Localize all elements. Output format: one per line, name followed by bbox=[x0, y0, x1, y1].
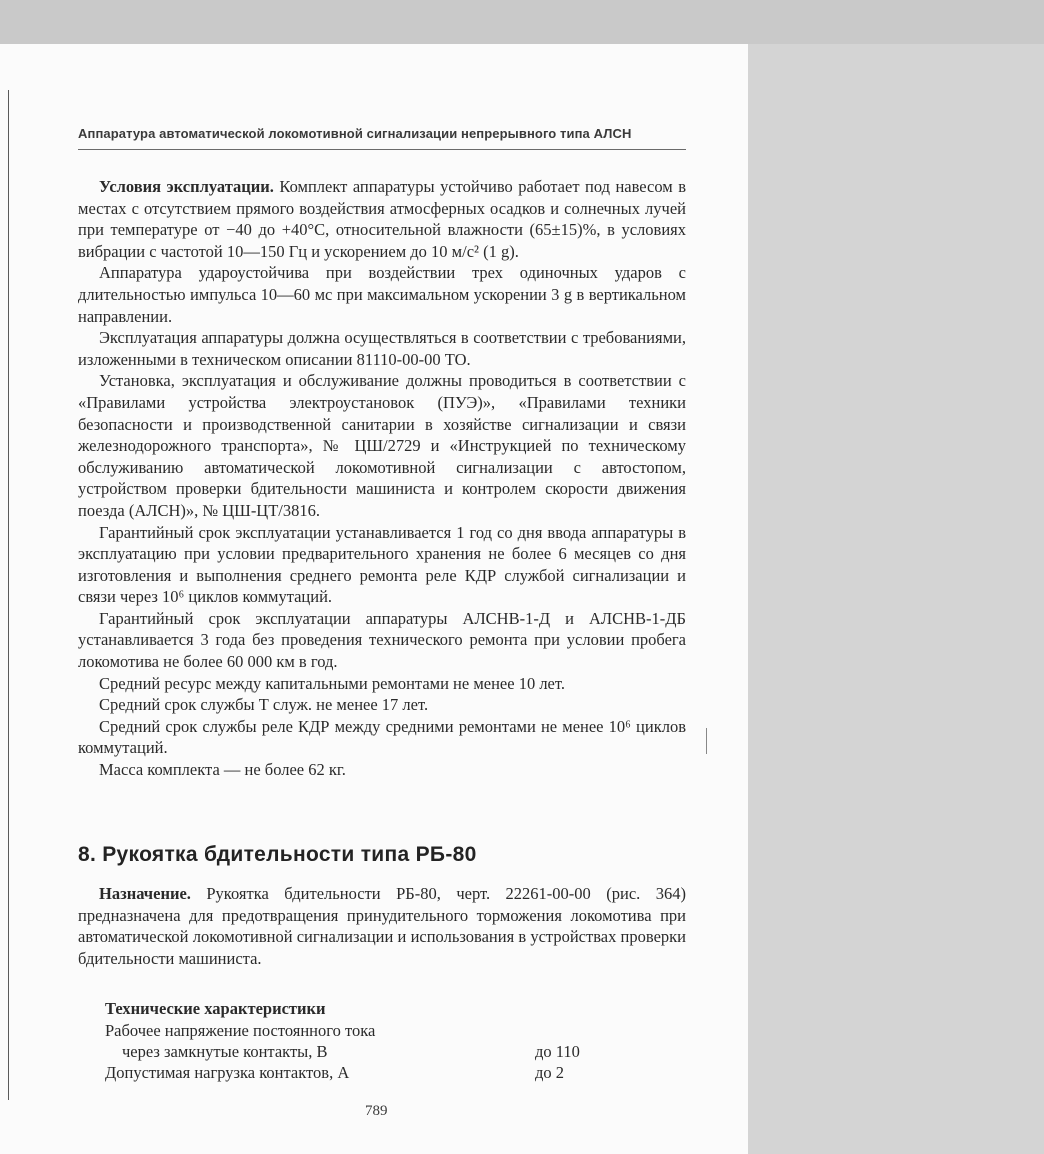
section-heading: 8. Рукоятка бдительности типа РБ-80 bbox=[78, 843, 477, 866]
paragraph-relay-life: Средний срок службы реле КДР между средними ремонтами не менее 10⁶ циклов коммутаций. bbox=[78, 716, 686, 758]
spec-voltage-value: до 110 bbox=[535, 1042, 580, 1061]
paragraph-service-life: Средний срок службы Т служ. не менее 17 лет. bbox=[99, 695, 429, 715]
spec-voltage-label: Рабочее напряжение постоянного тока bbox=[105, 1021, 376, 1040]
paragraph-operation: Эксплуатация аппаратуры должна осуществляться в соответствии с требованиями, изложенными в техническом описании 81110-00-00 ТО. bbox=[78, 328, 686, 369]
purpose-paragraph bbox=[78, 883, 686, 969]
conditions-text: Комплект аппаратуры устойчиво работает под навесом в местах с отсутствием прямого воздействия атмосферных осадков и солнечных лучей при температуре от −40 до +40°С, относительной влажности (65±15)%, в условиях вибрации с частотой 10—150 Гц и ускорением до 10 м/с² (1 g). bbox=[78, 177, 686, 261]
purpose-runin: Назначение. bbox=[99, 884, 191, 903]
scan-margin-mark bbox=[706, 728, 707, 754]
paragraph-warranty: Гарантийный срок эксплуатации устанавливается 1 год со дня ввода аппаратуры в эксплуатацию при условии предварительного хранения не более 6 месяцев со дня изготовления и выполнения среднего ремонта реле КДР службой сигнализации и связи через 10⁶ циклов коммутаций. bbox=[78, 522, 686, 607]
purpose-block bbox=[78, 883, 686, 969]
spec-voltage-label-cont: через замкнутые контакты, В bbox=[122, 1042, 328, 1061]
header-rule bbox=[78, 149, 686, 150]
paragraph-warranty-alsnv: Гарантийный срок эксплуатации аппаратуры АЛСНВ-1-Д и АЛСНВ-1-ДБ устанавливается 3 года без проведения технического ремонта при условии пробега локомотива не более 60 000 км в год. bbox=[78, 608, 686, 672]
conditions-paragraph bbox=[78, 176, 686, 262]
running-head: Аппаратура автоматической локомотивной сигнализации непрерывного типа АЛСН bbox=[78, 126, 632, 141]
main-text bbox=[78, 176, 686, 781]
page-number: 789 bbox=[365, 1103, 388, 1119]
paragraph-shock: Аппаратура удароустойчива при воздействии трех одиночных ударов с длительностью импульса 10—60 мс при максимальном ускорении 3 g в вертикальном направлении. bbox=[78, 263, 686, 326]
spec-load-label: Допустимая нагрузка контактов, А bbox=[105, 1063, 350, 1082]
purpose-text: Рукоятка бдительности РБ-80, черт. 22261-00-00 (рис. 364) предназначена для предотвращения принудительного торможения локомотива при автоматической локомотивной сигнализации и использования в устройствах проверки бдительности машиниста. bbox=[78, 884, 686, 968]
paragraph-installation: Установка, эксплуатация и обслуживание должны проводиться в соответствии с «Правилами устройства электроустановок (ПУЭ)», «Правилами техники безопасности и производственной санитарии в хозяйстве сигнализации и связи железнодорожного транспорта», № ЦШ/2729 и «Инструкцией по техническому обслуживанию автоматической локомотивной сигнализации с автостопом, устройством проверки бдительности машиниста и контролем скорости движения поезда (АЛСН)», № ЦШ-ЦТ/3816. bbox=[78, 371, 686, 520]
scan-top-margin bbox=[0, 0, 1044, 44]
scan-edge-line bbox=[8, 90, 9, 1100]
paragraph-resource: Средний ресурс между капитальными ремонтами не менее 10 лет. bbox=[99, 673, 565, 693]
spec-load-value: до 2 bbox=[535, 1063, 565, 1082]
conditions-runin: Условия эксплуатации. bbox=[99, 177, 274, 196]
paragraph-mass: Масса комплекта — не более 62 кг. bbox=[99, 760, 346, 780]
specs-heading: Технические характеристики bbox=[105, 999, 326, 1018]
